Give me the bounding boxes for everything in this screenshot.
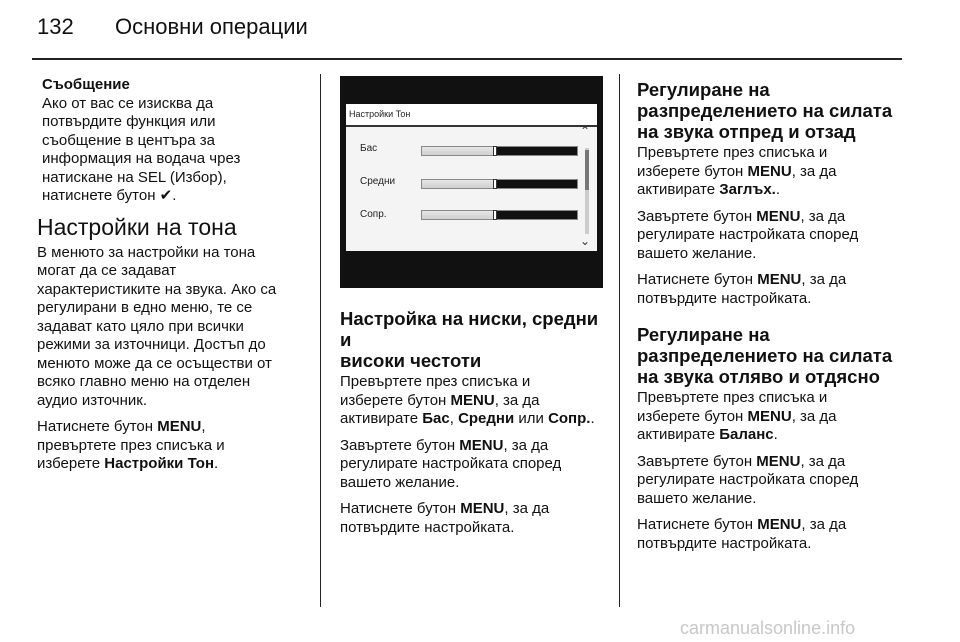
- slider-thumb[interactable]: [493, 179, 497, 189]
- slider-bass[interactable]: [421, 146, 578, 156]
- column-divider-2: [619, 74, 620, 607]
- section-heading-balance: Регулиране на разпределението на силата на звука отляво и отдясно: [637, 324, 893, 387]
- page-number: 132: [37, 14, 74, 39]
- fader-step-1: Превъртете през списъка и изберете бутон MENU, за да активирате Заглъх..: [637, 144, 837, 198]
- chevron-down-icon[interactable]: ⌄: [580, 234, 591, 248]
- row-label-treble[interactable]: Сопр.: [360, 209, 387, 220]
- slider-mid[interactable]: [421, 179, 578, 189]
- slider-thumb[interactable]: [493, 210, 497, 220]
- fader-step-2: Завъртете бутон MENU, за да регулирате настройката според вашето желание.: [637, 207, 859, 262]
- column-left: [37, 76, 312, 482]
- chevron-up-icon[interactable]: ⌃: [580, 124, 591, 138]
- eq-step-1: Превъртете през списъка и изберете бутон MENU, за да активирате Бас, Средни или Сопр..: [340, 373, 595, 427]
- tone-instruction-text: Натиснете бутон MENU, превъртете през списъка и изберете Настройки Тон.: [37, 418, 225, 472]
- tone-intro-text: В менюто за настройки на тона могат да се задават характеристиките на звука. Ако са регулирани в едно меню, те се задават като цяло при всички режими за източници. Достъп до менюто може да се осъществи от всяко главно меню на отделен аудио източник.: [37, 243, 277, 409]
- note-title: Съобщение: [42, 76, 130, 93]
- fader-step-3: Натиснете бутон MENU, за да потвърдите настройката.: [637, 271, 847, 307]
- balance-step-3: Натиснете бутон MENU, за да потвърдите настройката.: [637, 516, 847, 552]
- row-label-mid[interactable]: Средни: [360, 176, 396, 187]
- slider-treble[interactable]: [421, 210, 578, 220]
- section-heading-fader: Регулиране на разпределението на силата на звука отпред и отзад: [637, 79, 893, 142]
- balance-step-1: Превъртете през списъка и изберете бутон MENU, за да активирате Баланс.: [637, 389, 837, 443]
- slider-fill: [422, 147, 495, 155]
- screen-title: Настройки Тон: [346, 104, 597, 127]
- slider-fill: [422, 211, 495, 219]
- eq-step-2: Завъртете бутон MENU, за да регулирате настройката според вашето желание.: [340, 436, 562, 491]
- watermark: carmanualsonline.info: [680, 618, 856, 638]
- header-rule: [32, 58, 902, 60]
- column-right: [637, 79, 907, 561]
- slider-thumb[interactable]: [493, 146, 497, 156]
- slider-fill: [422, 180, 495, 188]
- section-heading-tone: Настройки на тона: [37, 213, 237, 240]
- scrollbar[interactable]: [585, 148, 589, 234]
- balance-step-2: Завъртете бутон MENU, за да регулирате настройката според вашето желание.: [637, 452, 859, 507]
- scrollbar-knob[interactable]: [585, 150, 589, 190]
- column-middle: [340, 308, 612, 545]
- page-header: [37, 14, 308, 40]
- tone-settings-screen: [340, 76, 603, 288]
- page-title: Основни операции: [115, 14, 308, 39]
- column-divider-1: [320, 74, 321, 607]
- row-label-bass[interactable]: Бас: [360, 143, 378, 154]
- eq-step-3: Натиснете бутон MENU, за да потвърдите настройката.: [340, 500, 550, 536]
- note-text: Ако от вас се изисква да потвърдите функция или съобщение в центъра за информация на водача чрез натискане на SEL (Избор), натиснете бутон ✔.: [42, 94, 241, 204]
- section-heading-eq: Настройка на ниски, средни и високи честоти: [340, 308, 599, 371]
